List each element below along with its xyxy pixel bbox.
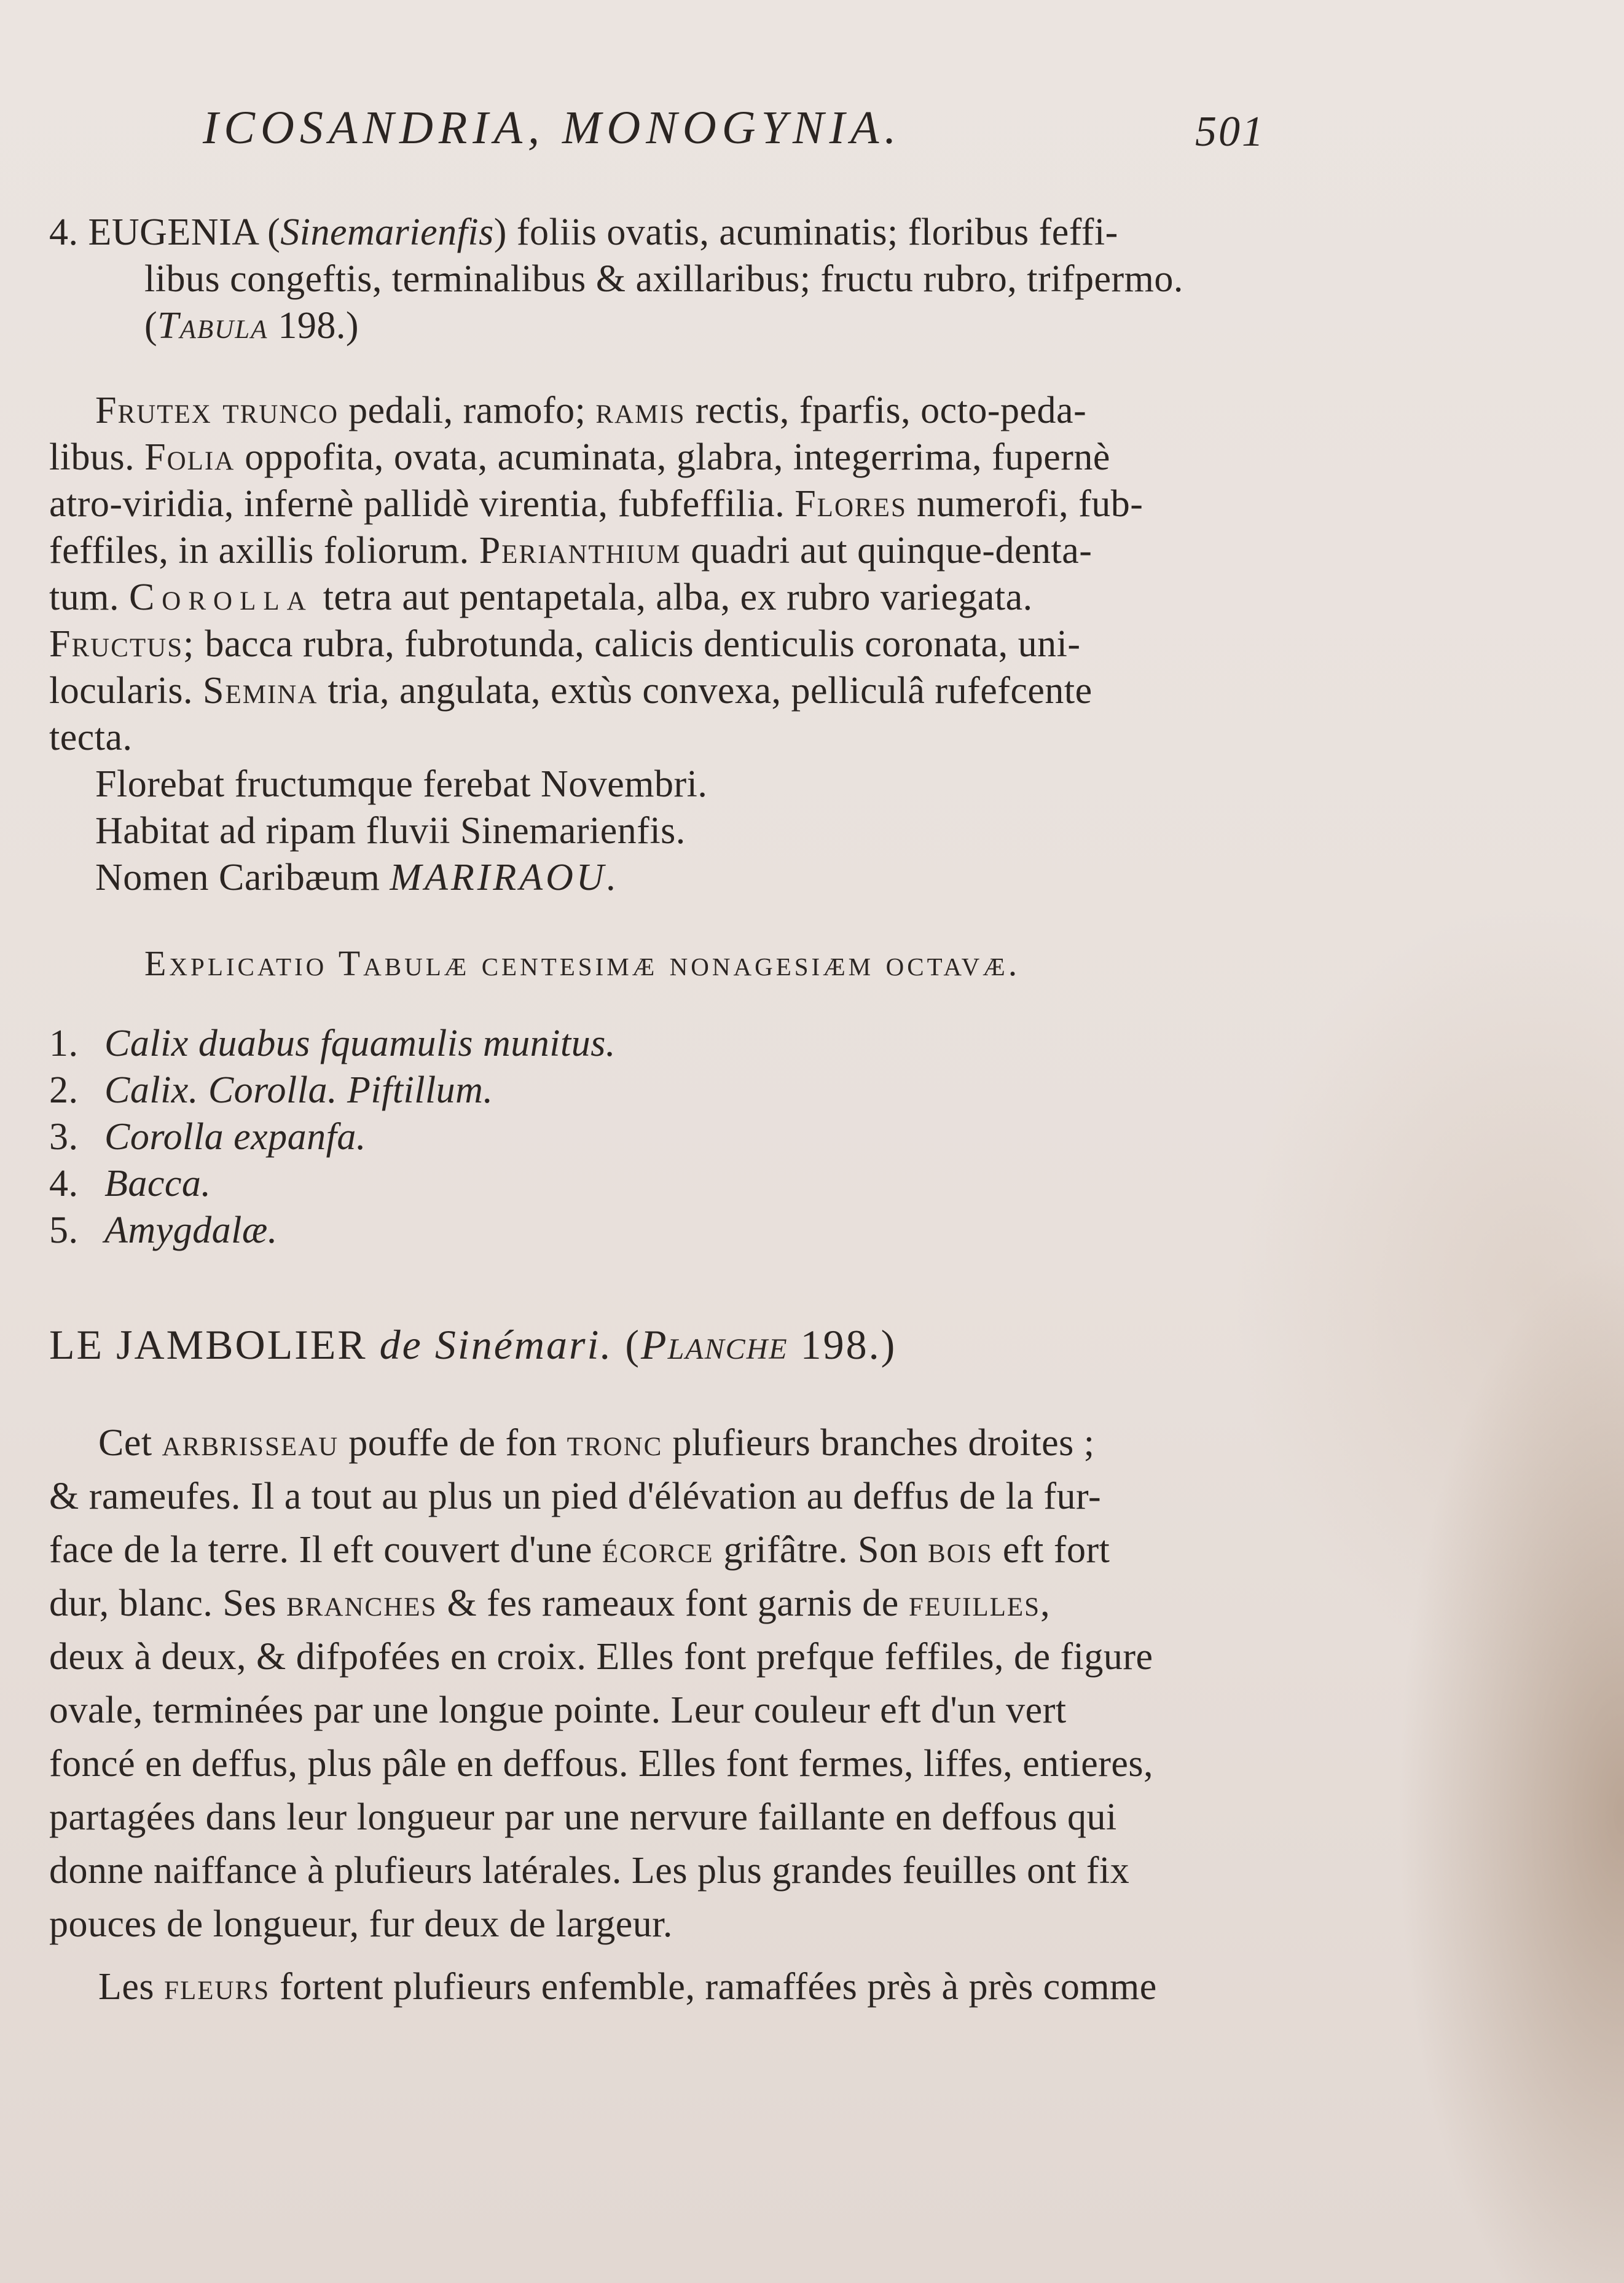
entry-diagnosis-1: foliis ovatis, acuminatis; floribus feffi- bbox=[516, 211, 1118, 253]
term-bois: bois bbox=[927, 1529, 993, 1571]
desc-line-3 bbox=[49, 481, 1143, 527]
plate-item-number: 3. bbox=[49, 1116, 79, 1158]
desc-line-6 bbox=[49, 621, 1081, 667]
desc-line-5 bbox=[49, 574, 1033, 621]
planche-number: 198.) bbox=[800, 1321, 897, 1368]
carib-name: MARIRAOU. bbox=[390, 857, 620, 898]
french-p1-line-5: deux à deux, & difpofées en croix. Elles font prefque feffiles, de figure bbox=[49, 1636, 1153, 1678]
species-name: Sinemarienfis bbox=[280, 211, 494, 253]
desc-text: bacca rubra, fubrotunda, calicis denticulis coronata, uni- bbox=[205, 623, 1081, 665]
species-paren-close: ) bbox=[493, 211, 507, 253]
fr-text: face de la terre. Il eft couvert d'une bbox=[49, 1529, 592, 1571]
tabula-paren: ( bbox=[144, 305, 158, 347]
plate-item bbox=[49, 1067, 493, 1114]
running-title: ICOSANDRIA, MONOGYNIA. bbox=[203, 102, 902, 154]
planche-label: Planche bbox=[641, 1321, 788, 1368]
genus-name: EUGENIA bbox=[88, 211, 258, 253]
desc-text: pedali, ramofo; bbox=[348, 390, 586, 431]
french-p1-line-2: & rameufes. Il a tout au plus un pied d'élévation au deffus de la fur- bbox=[49, 1476, 1102, 1517]
desc-text: oppofita, ovata, acuminata, glabra, integerrima, fupernè bbox=[245, 436, 1110, 478]
french-p1-line-9: donne naiffance à plufieurs latérales. Les plus grandes feuilles ont fix bbox=[49, 1850, 1130, 1892]
plate-item bbox=[49, 1160, 211, 1207]
plate-item-text: Amygdalæ. bbox=[104, 1209, 278, 1251]
french-title bbox=[49, 1321, 896, 1368]
desc-text: tria, angulata, extùs convexa, pelliculâ rufefcente bbox=[328, 670, 1092, 712]
plate-item-text: Corolla expanfa. bbox=[104, 1116, 366, 1158]
french-p1-line-3 bbox=[49, 1527, 1110, 1573]
desc-text: quadri aut quinque-denta- bbox=[691, 530, 1092, 572]
fr-text: pouffe de fon bbox=[348, 1422, 557, 1464]
plate-item-number: 2. bbox=[49, 1069, 79, 1111]
desc-text: tum. bbox=[49, 576, 119, 618]
french-p1-line-4 bbox=[49, 1580, 1051, 1627]
term-fructus: Fructus; bbox=[49, 623, 195, 665]
plate-item-number: 5. bbox=[49, 1209, 79, 1251]
french-p1-line-1 bbox=[98, 1420, 1095, 1466]
desc-line-1 bbox=[95, 387, 1086, 434]
desc-text: numerofi, fub- bbox=[916, 483, 1143, 525]
term-feuilles: feuilles, bbox=[908, 1582, 1051, 1624]
plate-item-text: Calix. Corolla. Piftillum. bbox=[104, 1069, 493, 1111]
carib-name-note bbox=[95, 854, 619, 901]
desc-line-2 bbox=[49, 434, 1110, 481]
desc-line-4 bbox=[49, 527, 1092, 574]
entry-number: 4. bbox=[49, 211, 79, 253]
desc-text: libus. bbox=[49, 436, 135, 478]
plate-item bbox=[49, 1020, 616, 1067]
term-branches: branches bbox=[286, 1582, 437, 1624]
entry-line-2: libus congeftis, terminalibus & axillaribus; fructu rubro, trifpermo. bbox=[144, 258, 1183, 300]
french-title-main: LE JAMBOLIER bbox=[49, 1321, 367, 1368]
french-p1-line-10: pouces de longueur, fur deux de largeur. bbox=[49, 1903, 673, 1945]
french-title-place: de Sinémari. bbox=[379, 1321, 613, 1368]
term-arbrisseau: arbrisseau bbox=[162, 1422, 339, 1464]
term-perianthium: Perianthium bbox=[479, 530, 681, 572]
term-frutex: Frutex trunco bbox=[95, 390, 339, 431]
plate-item-number: 1. bbox=[49, 1023, 79, 1064]
desc-text: rectis, fparfis, octo-peda- bbox=[695, 390, 1087, 431]
french-title-paren: ( bbox=[625, 1321, 641, 1368]
plate-item bbox=[49, 1114, 366, 1160]
entry-line-1 bbox=[49, 209, 1118, 256]
species-paren-open: ( bbox=[267, 211, 281, 253]
term-corolla: Corolla bbox=[128, 576, 313, 618]
fr-text: eft fort bbox=[1002, 1529, 1110, 1571]
plate-item bbox=[49, 1207, 278, 1254]
term-semina: Semina bbox=[203, 670, 318, 712]
flowering-note: Florebat fructumque ferebat Novembri. bbox=[95, 763, 708, 805]
fr-text: plufieurs branches droites ; bbox=[672, 1422, 1095, 1464]
fr-text: fortent plufieurs enfemble, ramaffées près à près comme bbox=[280, 1966, 1157, 2008]
desc-text: tetra aut pentapetala, alba, ex rubro variegata. bbox=[323, 576, 1033, 618]
tabula-number: 198.) bbox=[278, 305, 359, 347]
french-p1-line-7: foncé en deffus, plus pâle en deffous. Elles font fermes, liffes, entieres, bbox=[49, 1743, 1154, 1785]
fr-text: Les bbox=[98, 1966, 155, 2008]
fr-text: & fes rameaux font garnis de bbox=[447, 1582, 899, 1624]
term-flores: Flores bbox=[794, 483, 907, 525]
term-ecorce: écorce bbox=[602, 1529, 714, 1571]
plate-item-text: Bacca. bbox=[104, 1163, 211, 1204]
fr-text: grifâtre. Son bbox=[723, 1529, 918, 1571]
plate-item-number: 4. bbox=[49, 1163, 79, 1204]
term-tronc: tronc bbox=[567, 1422, 663, 1464]
fr-text: Cet bbox=[98, 1422, 152, 1464]
habitat-note: Habitat ad ripam fluvii Sinemarienfis. bbox=[95, 810, 686, 852]
french-p1-line-6: ovale, terminées par une longue pointe. Leur couleur eft d'un vert bbox=[49, 1689, 1067, 1731]
french-p2-line-1 bbox=[98, 1963, 1157, 2010]
tabula-label: Tabula bbox=[157, 305, 269, 347]
fr-text: dur, blanc. Ses bbox=[49, 1582, 277, 1624]
desc-line-7 bbox=[49, 667, 1092, 714]
term-folia: Folia bbox=[144, 436, 235, 478]
french-p1-line-8: partagées dans leur longueur par une nervure faillante en deffous qui bbox=[49, 1796, 1117, 1838]
plate-item-text: Calix duabus fquamulis munitus. bbox=[104, 1023, 616, 1064]
desc-text: feffiles, in axillis foliorum. bbox=[49, 530, 469, 572]
desc-text: atro-viridia, infernè pallidè virentia, fubfeffilia. bbox=[49, 483, 785, 525]
entry-line-3 bbox=[144, 302, 359, 349]
term-ramis: ramis bbox=[595, 390, 686, 431]
explicatio-heading: Explicatio Tabulæ centesimæ nonagesiæm octavæ. bbox=[144, 943, 1021, 983]
desc-text: locularis. bbox=[49, 670, 193, 712]
desc-text: Nomen Caribæum bbox=[95, 857, 380, 898]
desc-line-8: tecta. bbox=[49, 717, 133, 758]
term-fleurs: fleurs bbox=[164, 1966, 270, 2008]
page-number: 501 bbox=[1195, 108, 1265, 155]
